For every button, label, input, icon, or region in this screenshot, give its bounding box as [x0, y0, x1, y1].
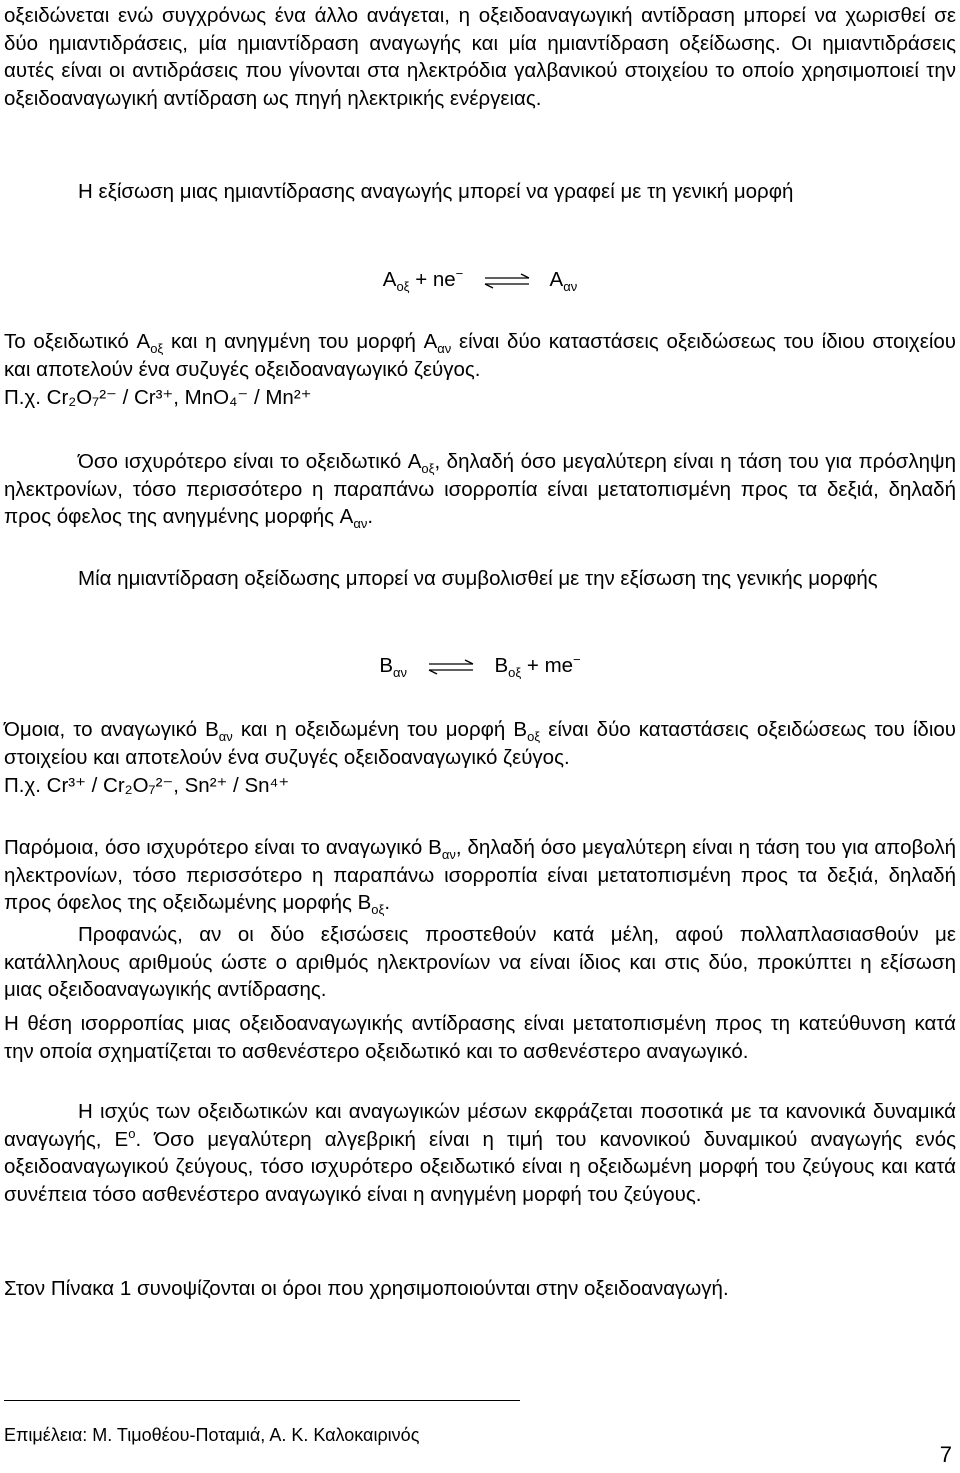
eq1-species-a: A [382, 268, 397, 291]
paragraph-adding-equations: Προφανώς, αν οι δύο εξισώσεις προστεθούν κατά μέλη, αφού πολλαπλασιασθούν με κατάλληλους αριθμούς ώστε ο αριθμός ηλεκτρονίων να είναι ίδιος και στις δύο, προκύπτει η εξίσωση μιας οξειδοαναγωγικής αντίδρασης. [4, 923, 956, 1001]
paragraph-oxidant-definition: Το οξειδωτικό $A_{o\xi}$ και η ανηγμένη του μορφή $A_{\alpha\nu}$ είναι δύο καταστάσεις οξειδώσεως του ίδιου στοιχείου και αποτελούν ένα συζυγές οξειδοαναγωγικό ζεύγος. [4, 330, 956, 381]
paragraph-half-reactions-intro: οξειδώνεται ενώ συγχρόνως ένα άλλο ανάγεται, η οξειδοαναγωγική αντίδραση μπορεί να χωρισθεί σε δύο ημιαντιδράσεις, μία ημιαντίδραση αναγωγής και μία ημιαντίδραση οξείδωσης. Οι ημιαντιδράσεις αυτές είναι οι αντιδράσεις που γίνονται στα ηλεκτρόδια γαλβανικού στοιχείου το οποίο χρησιμοποιεί την οξειδοαναγωγική αντίδραση ως πηγή ηλεκτρικής ενέργειας. [4, 4, 956, 110]
equation-reduction: $A_{o\xi} + ne^-$ $A_{\alpha\nu}$ [382, 266, 578, 295]
footer-divider [4, 1400, 520, 1401]
paragraph-reductant-definition: Όμοια, το αναγωγικό $B_{\alpha\nu}$ και η οξειδωμένη του μορφή $B_{o\xi}$ είναι δύο καταστάσεις οξειδώσεως του ίδιου στοιχείου και αποτελούν ένα συζυγές οξειδοαναγωγικό ζεύγος. [4, 718, 957, 769]
example-redox-pairs-1: Π.χ. Cr₂O₇²⁻ / Cr³⁺, MnO₄⁻ / Mn²⁺ [4, 386, 312, 409]
page-number: 7 [939, 1442, 952, 1467]
paragraph-equilibrium-position: Η θέση ισορροπίας μιας οξειδοαναγωγικής αντίδρασης είναι μετατοπισμένη προς τη κατεύθυνση κατά την οποία σχηματίζεται το ασθενέστερο οξειδωτικό και το ασθενέστερο αναγωγικό. [4, 1012, 956, 1063]
paragraph-table-reference: Στον Πίνακα 1 συνοψίζονται οι όροι που χρησιμοποιούνται στην οξειδοαναγωγή. [4, 1277, 729, 1300]
equation-oxidation: $B_{\alpha\nu}$ $B_{o\xi} + me^-$ [379, 652, 581, 681]
paragraph-oxidant-strength: Όσο ισχυρότερο είναι το οξειδωτικό $A_{o\xi}$, δηλαδή όσο μεγαλύτερη είναι η τάση του για πρόσληψη ηλεκτρονίων, τόσο περισσότερο η παραπάνω ισορροπία είναι μετατοπισμένη προς τα δεξιά, δηλαδή προς όφελος της ανηγμένης μορφής $A_{\alpha\nu}$. [4, 450, 956, 532]
paragraph-oxidation-general-form: Μία ημιαντίδραση οξείδωσης μπορεί να συμβολισθεί με την εξίσωση της γενικής μορφής [78, 567, 878, 590]
example-redox-pairs-2: Π.χ. Cr³⁺ / Cr₂O₇²⁻, Sn²⁺ / Sn⁴⁺ [4, 774, 290, 797]
footer-credits: Επιμέλεια: Μ. Τιμοθέου-Ποταμιά, Α. Κ. Καλοκαιρινός [4, 1425, 420, 1445]
paragraph-standard-potentials: Η ισχύς των οξειδωτικών και αναγωγικών μέσων εκφράζεται ποσοτικά με τα κανονικά δυναμικά αναγωγής, $E^o$. Όσο μεγαλύτερη αλγεβρική είναι η τιμή του κανονικού δυναμικού αναγωγής ενός οξειδοαναγωγικού ζεύγους, τόσο ισχυρότερο οξειδωτικό είναι η οξειδωμένη μορφή του ζεύγους και κατά συνέπεια τόσο ασθενέστερο αναγωγικό είναι η ανηγμένη μορφή του ζεύγους. [4, 1100, 956, 1206]
paragraph-reduction-general-form: Η εξίσωση μιας ημιαντίδρασης αναγωγής μπορεί να γραφεί με τη γενική μορφή [78, 180, 794, 203]
equilibrium-arrow-icon [427, 659, 475, 675]
equilibrium-arrow-icon [483, 273, 531, 289]
paragraph-reductant-strength: Παρόμοια, όσο ισχυρότερο είναι το αναγωγικό $B_{\alpha\nu}$, δηλαδή όσο μεγαλύτερη είναι η τάση του για αποβολή ηλεκτρονίων, τόσο περισσότερο η παραπάνω ισορροπία είναι μετατοπισμένη προς τα δεξιά, δηλαδή προς όφελος της οξειδωμένης μορφής $B_{o\xi}$. [4, 836, 956, 918]
